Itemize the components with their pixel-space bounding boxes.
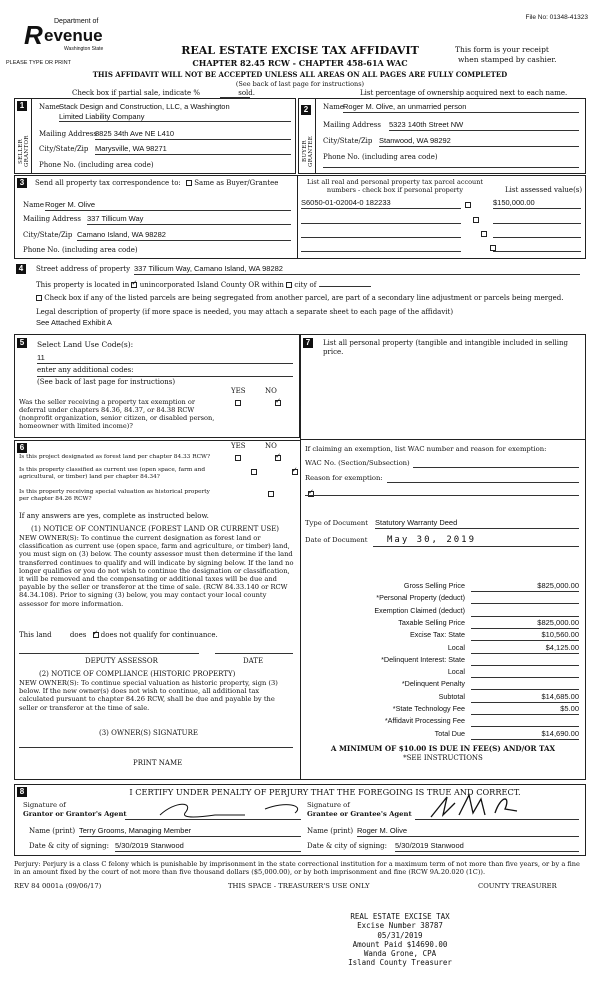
form-title: REAL ESTATE EXCISE TAX AFFIDAVIT bbox=[181, 44, 419, 57]
this-land-row: This land does ✓ does not qualify for continuance. bbox=[19, 631, 218, 639]
wac-label: WAC No. (Section/Subsection) bbox=[305, 459, 410, 467]
corr-mailing-label: Mailing Address bbox=[23, 215, 81, 223]
segregated-checkbox[interactable] bbox=[36, 295, 42, 301]
logo-top-text: Department of bbox=[54, 18, 99, 25]
section-6-designation bbox=[14, 440, 300, 780]
tax-row-value[interactable]: $14,685.00 bbox=[471, 692, 579, 703]
deputy-assessor-label: DEPUTY ASSESSOR bbox=[85, 657, 158, 665]
corr-name-field[interactable]: Roger M. Olive bbox=[45, 200, 96, 209]
section-number: 6 bbox=[17, 443, 27, 453]
seller-city-label: City/State/Zip bbox=[39, 145, 89, 153]
section-number: 7 bbox=[303, 338, 313, 348]
notice-1-title: (1) NOTICE OF CONTINUANCE (FOREST LAND OR CURRENT USE) bbox=[31, 525, 280, 533]
tax-row-value[interactable]: $825,000.00 bbox=[471, 581, 579, 592]
perjury-notice: Perjury: Perjury is a class C felony which is punishable by imprisonment in the state correctional institution for a maximum term of not more than five years, or by a fine in an amount fixed by the court of not more than five thousand dollars ($5,000.00), or by both imprisonment and fine (RCW 9A.20.020 (1C)). bbox=[14, 860, 580, 876]
if-yes-instructions: If any answers are yes, complete as instructed below. bbox=[19, 512, 209, 520]
same-as-buyer-checkbox[interactable] bbox=[186, 180, 192, 186]
forest-no-checkbox[interactable] bbox=[275, 455, 281, 461]
seller-name-line2[interactable]: Limited Liability Company bbox=[59, 112, 145, 121]
yes-header: YES bbox=[231, 442, 246, 450]
tax-row-label: Subtotal bbox=[438, 691, 465, 701]
buyer-name-label: Name bbox=[323, 103, 345, 111]
receipt-note-1: This form is your receipt bbox=[455, 45, 549, 54]
receipt-note-2: when stamped by cashier. bbox=[458, 55, 557, 64]
doc-date-field[interactable]: May 30, 2019 bbox=[387, 535, 477, 545]
dor-logo bbox=[12, 18, 122, 66]
section-8-signatures bbox=[14, 784, 586, 856]
logo-sub-text: Washington State bbox=[64, 46, 104, 52]
forest-question: Is this project designated as forest land per chapter 84.33 RCW? bbox=[19, 454, 211, 460]
street-label: Street address of property bbox=[36, 265, 131, 273]
section-4-number: 4 bbox=[16, 264, 26, 274]
same-as-buyer-label: Same as Buyer/Grantee bbox=[194, 179, 279, 187]
seller-mailing-field[interactable]: 8825 34th Ave NE L410 bbox=[95, 129, 175, 138]
print-name-label: PRINT NAME bbox=[133, 759, 183, 767]
certify-statement: I CERTIFY UNDER PENALTY OF PERJURY THAT THE FOREGOING IS TRUE AND CORRECT. bbox=[129, 787, 521, 797]
grantor-name-label: Name (print) bbox=[29, 827, 76, 835]
property-location: This property is located in ✓ unincorporated Island County OR within city of bbox=[36, 281, 371, 289]
stamp-line-2: Excise Number 38787 bbox=[357, 921, 443, 931]
file-number: File No: 01348-41323 bbox=[525, 14, 588, 21]
section-7-personal-property bbox=[300, 334, 586, 780]
stamp-line-5: Wanda Grone, CPA bbox=[363, 949, 437, 959]
corr-city-label: City/State/Zip bbox=[23, 231, 73, 239]
grantor-sig-label-2: Grantor or Grantor's Agent bbox=[23, 810, 127, 818]
see-instructions-note: *SEE INSTRUCTIONS bbox=[403, 754, 483, 762]
unincorporated-checkbox[interactable] bbox=[131, 282, 137, 288]
treasurer-space-label: THIS SPACE - TREASURER'S USE ONLY bbox=[228, 882, 370, 890]
section-3-correspondence bbox=[14, 175, 586, 259]
section-5-land-use bbox=[14, 334, 300, 438]
grantee-date-label: Date & city of signing: bbox=[307, 842, 388, 850]
historic-question: Is this property receiving special valuation as historical property per chapter 84.26 RCW? bbox=[19, 489, 210, 502]
section-2-buyer bbox=[298, 98, 586, 174]
parcel-header-1: List all real and personal property tax parcel account bbox=[306, 178, 484, 186]
section-number: 1 bbox=[17, 101, 27, 111]
tax-row-value[interactable]: $14,690.00 bbox=[471, 729, 579, 740]
seller-mailing-label: Mailing Address bbox=[39, 130, 97, 138]
form-subtitle: CHAPTER 82.45 RCW - CHAPTER 458-61A WAC bbox=[192, 58, 408, 68]
current-use-no-checkbox[interactable] bbox=[292, 469, 298, 475]
assessed-value-1[interactable]: $150,000.00 bbox=[493, 198, 535, 207]
segregated-row: Check box if any of the listed parcels are being segregated from another parcel, are part of a secondary line adjustment or parcels being merged. bbox=[36, 294, 586, 302]
buyer-phone-label: Phone No. (including area code) bbox=[323, 153, 438, 161]
tax-row-value[interactable]: $10,560.00 bbox=[471, 630, 579, 641]
revision-number: REV 84 0001a (09/06/17) bbox=[14, 882, 102, 890]
parcel-number-1[interactable]: S6050-01-02004-0 182233 bbox=[301, 198, 391, 207]
grantee-sig-label-2: Grantee or Grantee's Agent bbox=[307, 810, 412, 818]
tax-row-value[interactable] bbox=[471, 667, 579, 678]
date-label: DATE bbox=[243, 657, 264, 665]
notice-1-body: NEW OWNER(S): To continue the current designation as forest land or classification as current use (open space, farm and agriculture, or timber) land, you must sign on (3) below. The county assessor must then determine if the land transferred continues to qualify and will indicate by signing below. If the land no longer qualifies or you do not wish to continue the designation or classification, it will be removed and the compensating or additional taxes will be due and payable by the seller or transferor at the time of sale. (RCW 84.33.140 or RCW 84.34.108). Prior to signing (3) below, you may contact your local county assessor for more information. bbox=[19, 534, 294, 608]
tax-row-label: Gross Selling Price bbox=[403, 581, 465, 590]
warning-text: THIS AFFIDAVIT WILL NOT BE ACCEPTED UNLESS ALL AREAS ON ALL PAGES ARE FULLY COMPLETED bbox=[92, 70, 508, 79]
within-city-checkbox[interactable] bbox=[286, 282, 292, 288]
grantor-date-label: Date & city of signing: bbox=[29, 842, 110, 850]
section-number: 5 bbox=[17, 338, 27, 348]
tax-row-label: Local bbox=[447, 642, 465, 652]
buyer-mailing-label: Mailing Address bbox=[323, 121, 381, 129]
buyer-city-label: City/State/Zip bbox=[323, 137, 373, 145]
current-use-question: Is this property classified as current use (open space, farm and agricultural, or timber) land per chapter 84.34? bbox=[19, 467, 206, 480]
exemption-yes-checkbox[interactable] bbox=[235, 400, 241, 406]
corr-mailing-field[interactable]: 337 Tillicum Way bbox=[87, 214, 144, 223]
exemption-claim-label: If claiming an exemption, list WAC number and reason for exemption: bbox=[305, 445, 547, 453]
tax-row-label: Excise Tax: State bbox=[410, 630, 465, 640]
does-not-qualify-checkbox[interactable] bbox=[93, 632, 99, 638]
grantee-sig-label-1: Signature of bbox=[307, 801, 350, 809]
tax-row-label: Exemption Claimed (deduct) bbox=[374, 605, 465, 615]
tax-row-value[interactable]: $4,125.00 bbox=[471, 643, 579, 654]
see-back-text: (See back of last page for instructions) bbox=[235, 80, 365, 88]
tax-row-value[interactable] bbox=[471, 593, 579, 604]
parcel-header-2: numbers - check box if personal property bbox=[326, 186, 464, 194]
grantee-date-field[interactable]: 5/30/2019 Stanwood bbox=[395, 841, 464, 850]
grantee-signature[interactable] bbox=[425, 789, 545, 823]
reason-label: Reason for exemption: bbox=[305, 474, 383, 482]
seller-phone-label: Phone No. (including area code) bbox=[39, 161, 154, 169]
tax-row-value[interactable] bbox=[471, 716, 579, 727]
forest-yes-checkbox[interactable] bbox=[235, 455, 241, 461]
treasurer-stamp bbox=[300, 912, 500, 968]
tax-row-label: *Personal Property (deduct) bbox=[376, 593, 465, 603]
logo-main-text: evenue bbox=[44, 26, 103, 45]
assessed-header: List assessed value(s) bbox=[505, 186, 583, 194]
corr-name-label: Name bbox=[23, 201, 45, 209]
partial-sale-sold: sold. bbox=[238, 89, 255, 97]
personal-property-checkbox-3[interactable] bbox=[481, 231, 487, 237]
personal-property-checkbox-1[interactable] bbox=[465, 202, 471, 208]
seller-vertical-label: SELLER GRANTOR bbox=[18, 135, 30, 167]
section-number: 2 bbox=[301, 105, 311, 115]
grantor-date-field[interactable]: 5/30/2019 Stanwood bbox=[115, 841, 184, 850]
personal-property-checkbox-2[interactable] bbox=[473, 217, 479, 223]
land-use-see-back: (See back of last page for instructions) bbox=[37, 378, 176, 386]
tax-row-value[interactable]: $5.00 bbox=[471, 704, 579, 715]
tax-row-label: Taxable Selling Price bbox=[398, 617, 465, 627]
historic-yes-checkbox[interactable] bbox=[268, 491, 274, 497]
section-number: 8 bbox=[17, 787, 27, 797]
stamp-line-4: Amount Paid $14690.00 bbox=[352, 939, 448, 949]
tax-row-value[interactable] bbox=[471, 606, 579, 617]
legal-desc-field[interactable]: See Attached Exhibit A bbox=[36, 318, 112, 327]
seller-city-field[interactable]: Marysville, WA 98271 bbox=[95, 144, 167, 153]
partial-sale-label: Check box if partial sale, indicate % bbox=[72, 89, 200, 97]
corr-phone-label: Phone No. (including area code) bbox=[23, 246, 138, 254]
current-use-yes-checkbox[interactable] bbox=[251, 469, 257, 475]
notice-2-body: NEW OWNER(S): To continue special valuation as historic property, sign (3) below. If the new owner(s) does not wish to continue, all additional tax calculated pursuant to chapter 84.26 RCW, shall be due and payable by the seller or transferor at the time of sale. bbox=[19, 679, 278, 712]
stamp-line-3: 05/31/2019 bbox=[377, 930, 423, 940]
ownership-note: List percentage of ownership acquired next to each name. bbox=[360, 89, 568, 97]
yes-header: YES bbox=[231, 387, 246, 395]
stamp-line-1: REAL ESTATE EXCISE TAX bbox=[350, 912, 450, 921]
minimum-due-note: A MINIMUM OF $10.00 IS DUE IN FEE(S) AND/OR TAX bbox=[330, 744, 556, 753]
tax-row-value[interactable]: $825,000.00 bbox=[471, 618, 579, 629]
buyer-city-field[interactable]: Stanwood, WA 98292 bbox=[379, 136, 451, 145]
tax-row-value[interactable] bbox=[471, 655, 579, 666]
land-use-label: Select Land Use Code(s): bbox=[37, 340, 134, 349]
tax-row-label: *Delinquent Interest: State bbox=[381, 654, 465, 664]
exemption-no-checkbox[interactable] bbox=[275, 400, 281, 406]
owner-signature-label: (3) OWNER(S) SIGNATURE bbox=[99, 729, 198, 737]
partial-sale bbox=[72, 89, 255, 97]
seller-name-line1[interactable]: Stack Design and Construction, LLC, a Washington bbox=[59, 102, 230, 111]
tax-row-label: *State Technology Fee bbox=[392, 704, 465, 713]
buyer-mailing-field[interactable]: 5323 140th Street NW bbox=[389, 120, 464, 129]
send-to-label: Send all property tax correspondence to: Same as Buyer/Grantee bbox=[35, 179, 279, 187]
legal-desc-label: Legal description of property (if more space is needed, you may attach a separate sheet to each page of the affidavit) bbox=[36, 308, 454, 316]
additional-codes-label: enter any additional codes: bbox=[37, 366, 134, 374]
land-use-field[interactable]: 11 bbox=[37, 353, 45, 362]
buyer-vertical-label: BUYER GRANTEE bbox=[302, 135, 314, 167]
tax-row-value[interactable] bbox=[471, 679, 579, 690]
no-header: NO bbox=[265, 442, 277, 450]
personal-property-label: List all personal property (tangible and intangible included in selling price. bbox=[323, 339, 568, 356]
exemption-question: Was the seller receiving a property tax exemption or deferral under chapters 84.36, 84.37, or 84.38 RCW (nonprofit organization, senior citizen, or disabled person, homeowner with limited income)? bbox=[19, 398, 215, 430]
doc-type-label: Type of Document bbox=[305, 519, 368, 527]
grantee-name-field[interactable]: Roger M. Olive bbox=[357, 826, 408, 835]
corr-city-field[interactable]: Camano Island, WA 98282 bbox=[77, 230, 166, 239]
section-1-seller bbox=[14, 98, 296, 174]
please-type: PLEASE TYPE OR PRINT bbox=[6, 60, 72, 66]
tax-row-label: *Affidavit Processing Fee bbox=[384, 716, 465, 726]
logo-r: R bbox=[24, 20, 43, 50]
doc-type-field[interactable]: Statutory Warranty Deed bbox=[375, 518, 458, 527]
tax-row-label: Local bbox=[447, 667, 465, 677]
grantor-name-field[interactable]: Terry Grooms, Managing Member bbox=[79, 826, 192, 835]
tax-row-label: *Delinquent Penalty bbox=[401, 679, 465, 689]
county-treasurer-label: COUNTY TREASURER bbox=[478, 882, 557, 890]
notice-2-title: (2) NOTICE OF COMPLIANCE (HISTORIC PROPERTY) bbox=[39, 670, 236, 678]
tax-row-label: Total Due bbox=[434, 728, 465, 738]
stamp-line-6: Island County Treasurer bbox=[348, 958, 452, 968]
buyer-name-field[interactable]: Roger M. Olive, an unmarried person bbox=[343, 102, 467, 111]
city-of-field[interactable] bbox=[319, 286, 371, 287]
personal-property-checkbox-4[interactable] bbox=[490, 245, 496, 251]
seller-name-label: Name bbox=[39, 103, 61, 111]
grantor-sig-label-1: Signature of bbox=[23, 801, 66, 809]
street-field[interactable]: 337 Tillicum Way, Camano Island, WA 98282 bbox=[134, 264, 283, 273]
grantee-name-label: Name (print) bbox=[307, 827, 354, 835]
no-header: NO bbox=[265, 387, 277, 395]
section-number: 3 bbox=[17, 178, 27, 188]
doc-date-label: Date of Document bbox=[305, 536, 368, 544]
